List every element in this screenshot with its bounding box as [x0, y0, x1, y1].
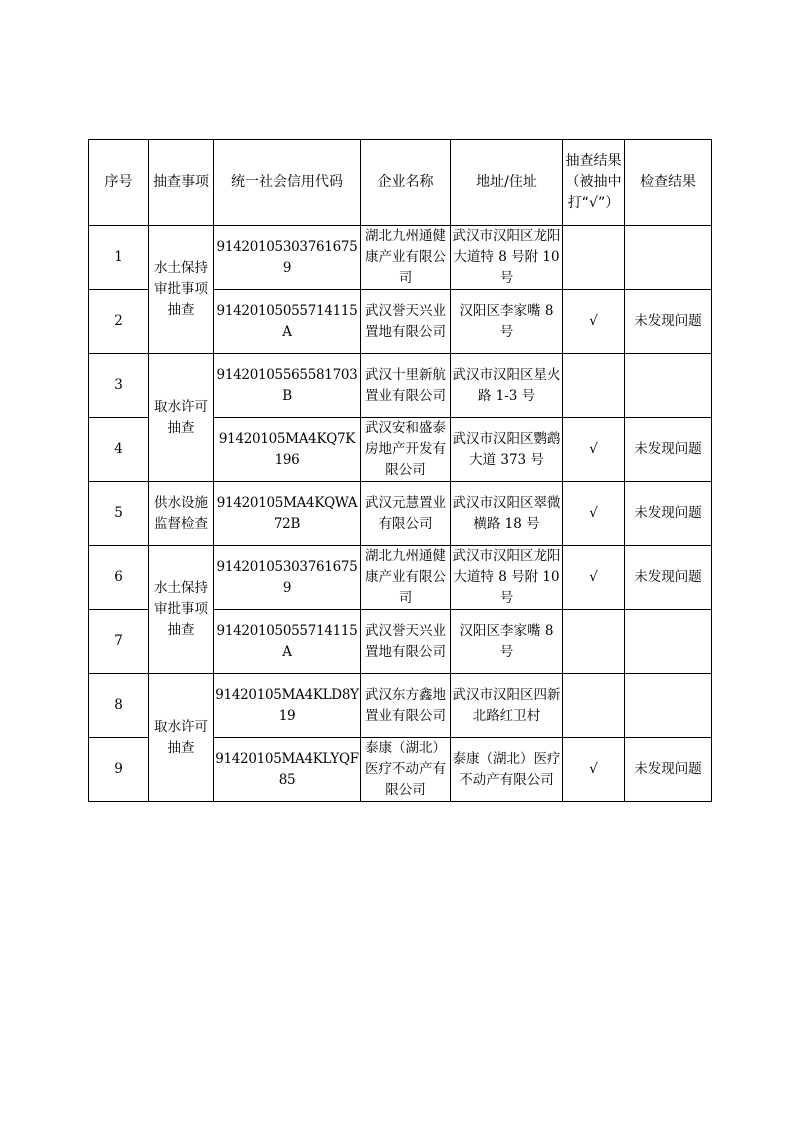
cell-result: 未发现问题 — [625, 482, 712, 546]
cell-address: 汉阳区李家嘴 8 号 — [451, 610, 563, 674]
cell-code: 91420105055714115A — [214, 290, 361, 354]
cell-selected — [563, 610, 625, 674]
cell-result: 未发现问题 — [625, 418, 712, 482]
cell-code: 91420105MA4KQ7K196 — [214, 418, 361, 482]
cell-selected — [563, 354, 625, 418]
cell-result: 未发现问题 — [625, 290, 712, 354]
cell-result — [625, 610, 712, 674]
header-address: 地址/住址 — [451, 140, 563, 226]
cell-address: 武汉市汉阳区星火路 1-3 号 — [451, 354, 563, 418]
cell-index: 1 — [89, 226, 149, 290]
table-row — [89, 354, 712, 418]
cell-item-group: 水土保持审批事项抽查 — [149, 226, 214, 354]
cell-index: 5 — [89, 482, 149, 546]
cell-company: 武汉誉天兴业置地有限公司 — [361, 610, 451, 674]
cell-company: 湖北九州通健康产业有限公司 — [361, 546, 451, 610]
cell-selected: √ — [563, 290, 625, 354]
cell-index: 2 — [89, 290, 149, 354]
cell-result: 未发现问题 — [625, 546, 712, 610]
cell-index: 4 — [89, 418, 149, 482]
cell-code: 914201053037616759 — [214, 226, 361, 290]
cell-item-group: 供水设施监督检查 — [149, 482, 214, 546]
inspection-table — [88, 139, 712, 802]
cell-selected: √ — [563, 738, 625, 802]
cell-index: 3 — [89, 354, 149, 418]
cell-index: 7 — [89, 610, 149, 674]
cell-code: 91420105MA4KQWA72B — [214, 482, 361, 546]
header-index: 序号 — [89, 140, 149, 226]
table-row — [89, 482, 712, 546]
cell-company: 武汉安和盛泰房地产开发有限公司 — [361, 418, 451, 482]
cell-company: 湖北九州通健康产业有限公司 — [361, 226, 451, 290]
cell-selected — [563, 674, 625, 738]
cell-index: 8 — [89, 674, 149, 738]
header-code: 统一社会信用代码 — [214, 140, 361, 226]
cell-company: 武汉十里新航置业有限公司 — [361, 354, 451, 418]
header-row — [89, 140, 712, 226]
header-selected: 抽查结果（被抽中打“√”） — [563, 140, 625, 226]
cell-index: 9 — [89, 738, 149, 802]
table-row — [89, 226, 712, 290]
cell-code: 914201053037616759 — [214, 546, 361, 610]
header-result: 检查结果 — [625, 140, 712, 226]
table-row — [89, 674, 712, 738]
header-company: 企业名称 — [361, 140, 451, 226]
cell-company: 武汉元慧置业有限公司 — [361, 482, 451, 546]
cell-selected: √ — [563, 482, 625, 546]
cell-address: 武汉市汉阳区四新北路红卫村 — [451, 674, 563, 738]
cell-index: 6 — [89, 546, 149, 610]
cell-selected — [563, 226, 625, 290]
cell-address: 武汉市汉阳区鹦鹉大道 373 号 — [451, 418, 563, 482]
cell-result: 未发现问题 — [625, 738, 712, 802]
cell-company: 武汉誉天兴业置地有限公司 — [361, 290, 451, 354]
cell-code: 91420105MA4KLD8Y19 — [214, 674, 361, 738]
cell-address: 汉阳区李家嘴 8 号 — [451, 290, 563, 354]
cell-item-group: 水土保持审批事项抽查 — [149, 546, 214, 674]
cell-item-group: 取水许可抽查 — [149, 674, 214, 802]
header-item: 抽查事项 — [149, 140, 214, 226]
cell-item-group: 取水许可抽查 — [149, 354, 214, 482]
cell-company: 武汉东方鑫地置业有限公司 — [361, 674, 451, 738]
cell-selected: √ — [563, 418, 625, 482]
cell-result — [625, 674, 712, 738]
cell-address: 武汉市汉阳区龙阳大道特 8 号附 10 号 — [451, 226, 563, 290]
cell-address: 武汉市汉阳区龙阳大道特 8 号附 10 号 — [451, 546, 563, 610]
cell-address: 泰康（湖北）医疗不动产有限公司 — [451, 738, 563, 802]
cell-result — [625, 354, 712, 418]
cell-code: 91420105055714115A — [214, 610, 361, 674]
cell-code: 91420105565581703B — [214, 354, 361, 418]
table-row — [89, 546, 712, 610]
cell-selected: √ — [563, 546, 625, 610]
cell-result — [625, 226, 712, 290]
cell-company: 泰康（湖北）医疗不动产有限公司 — [361, 738, 451, 802]
cell-address: 武汉市汉阳区翠微横路 18 号 — [451, 482, 563, 546]
cell-code: 91420105MA4KLYQF85 — [214, 738, 361, 802]
